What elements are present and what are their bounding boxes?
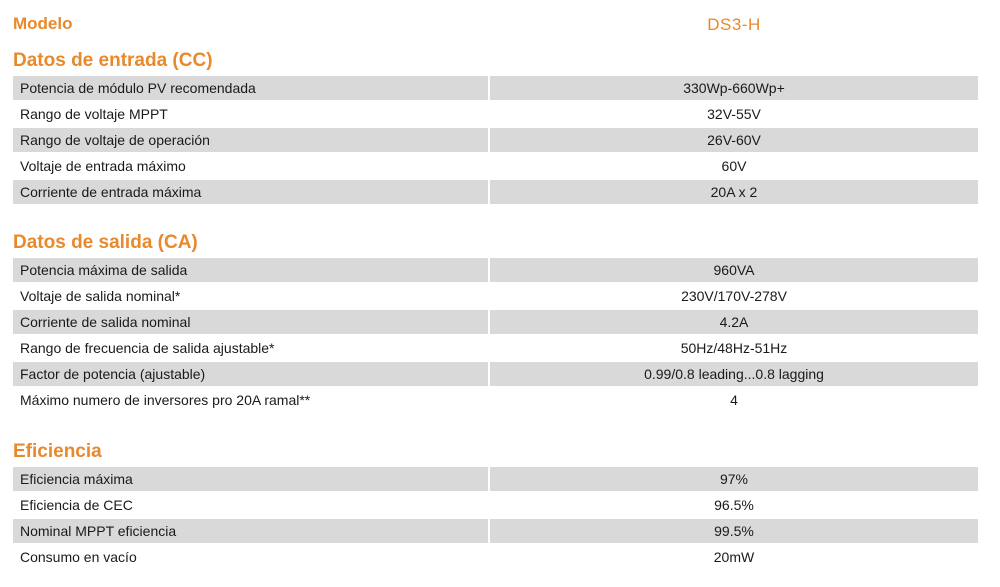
table-row <box>13 545 978 569</box>
table-row <box>13 154 978 178</box>
spec-label: Eficiencia máxima <box>13 467 488 491</box>
spec-value: 60V <box>721 158 747 174</box>
table-row <box>13 284 978 308</box>
spec-value: 0.99/0.8 leading...0.8 lagging <box>490 362 978 386</box>
spec-value: 20A x 2 <box>490 180 978 204</box>
spec-value: 4.2A <box>490 310 978 334</box>
spec-label: Consumo en vacío <box>20 549 137 565</box>
spec-table-output <box>13 258 978 412</box>
spec-value: 330Wp-660Wp+ <box>490 76 978 100</box>
spec-value: 32V-55V <box>707 106 761 122</box>
table-row <box>13 128 978 152</box>
table-row <box>13 102 978 126</box>
spec-value: 4 <box>730 392 738 408</box>
table-row <box>13 76 978 100</box>
section-output-data <box>13 231 978 414</box>
spec-value: 20mW <box>713 549 755 565</box>
spec-label: Corriente de salida nominal <box>13 310 488 334</box>
spec-label: Corriente de entrada máxima <box>13 180 488 204</box>
spec-label: Rango de voltaje de operación <box>13 128 488 152</box>
spec-value: 97% <box>490 467 978 491</box>
spec-label: Eficiencia de CEC <box>20 497 133 513</box>
spec-label: Factor de potencia (ajustable) <box>13 362 488 386</box>
spec-label: Voltaje de entrada máximo <box>20 158 186 174</box>
table-row <box>13 180 978 204</box>
spec-table-efficiency <box>13 467 978 569</box>
spec-value: 50Hz/48Hz-51Hz <box>680 340 788 356</box>
spec-label: Rango de frecuencia de salida ajustable* <box>20 340 275 356</box>
spec-value: 230V/170V-278V <box>681 288 787 304</box>
model-row <box>13 12 978 38</box>
table-row <box>13 336 978 360</box>
section-efficiency <box>13 440 978 571</box>
table-row <box>13 493 978 517</box>
section-title-input: Datos de entrada (CC) <box>13 50 213 71</box>
table-row <box>13 362 978 386</box>
spec-label: Rango de voltaje MPPT <box>20 106 168 122</box>
spec-label: Máximo numero de inversores pro 20A ramal** <box>20 392 311 408</box>
table-row <box>13 467 978 491</box>
spec-label: Nominal MPPT eficiencia <box>13 519 488 543</box>
spec-table-input <box>13 76 978 204</box>
section-input-data <box>13 49 978 206</box>
model-value: DS3-H <box>707 15 761 34</box>
spec-value: 26V-60V <box>490 128 978 152</box>
table-row <box>13 310 978 334</box>
spec-label: Voltaje de salida nominal* <box>20 288 181 304</box>
spec-value: 960VA <box>490 258 978 282</box>
spec-label: Potencia de módulo PV recomendada <box>13 76 488 100</box>
table-row <box>13 519 978 543</box>
spec-value: 99.5% <box>490 519 978 543</box>
section-title-efficiency: Eficiencia <box>13 441 102 462</box>
spec-label: Potencia máxima de salida <box>13 258 488 282</box>
section-title-output: Datos de salida (CA) <box>13 232 198 253</box>
spec-value: 96.5% <box>714 497 754 513</box>
table-row <box>13 258 978 282</box>
table-row <box>13 388 978 412</box>
model-label: Modelo <box>13 14 73 33</box>
